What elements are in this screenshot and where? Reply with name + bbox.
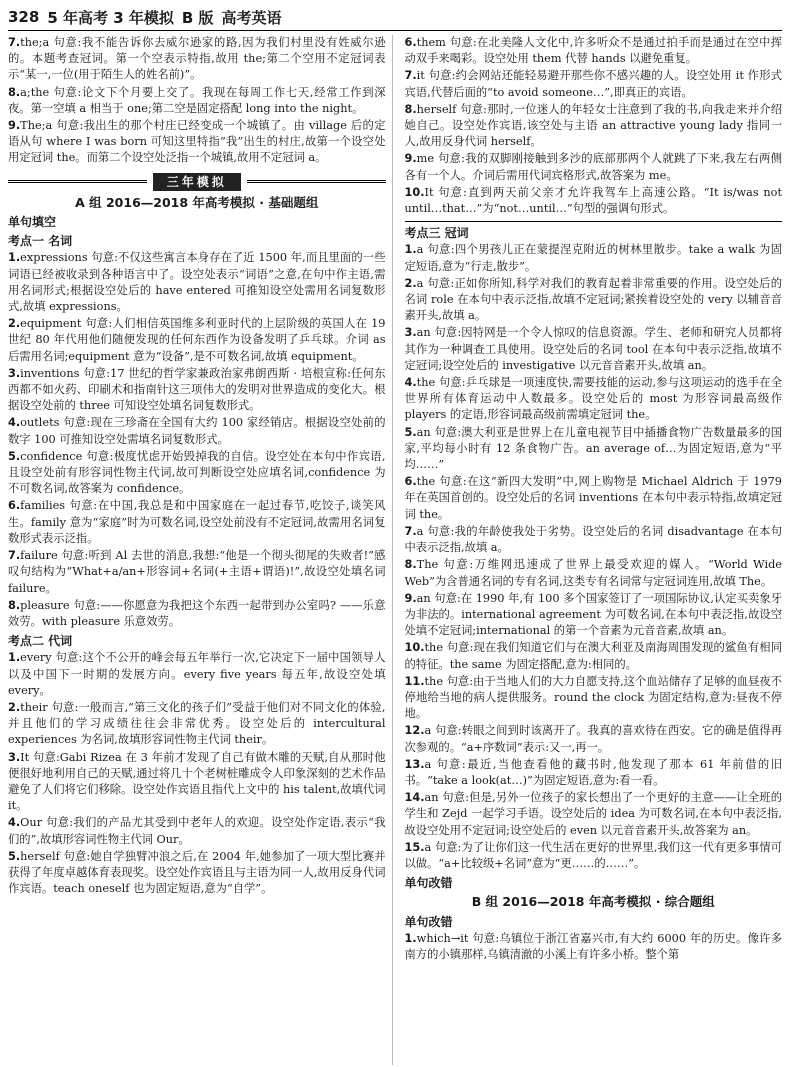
answer-item <box>405 151 783 183</box>
banner-line-left <box>8 180 147 183</box>
item-text: the 句意:在这“新四大发明”中,网上购物是 Michael Aldrich 于 1979 年在英国首创的。设空处后的名词 inventions 在本句中表示特指,故填定冠词 the。 <box>404 475 782 521</box>
item-number: 10. <box>404 185 425 199</box>
item-text: Our 句意:我们的产品尤其受到中老年人的欢迎。设空处作定语,表示“我们的”,故填形容词性物主代词 Our。 <box>8 816 386 846</box>
item-number: 1. <box>404 243 417 257</box>
item-number: 10. <box>404 641 425 655</box>
answer-item <box>405 68 783 100</box>
item-number: 4. <box>8 416 21 430</box>
item-number: 1. <box>8 651 21 665</box>
kaodian-articles-items <box>405 242 783 872</box>
right-column <box>405 35 783 1065</box>
right-top-items <box>405 35 783 217</box>
item-text: their 句意:一般而言,“第三文化的孩子们”受益于他们对不同文化的体验,并且他们的学习成绩往往会非常优秀。设空处后的 intercultural experiences 为名词,故填形容词性物主代词 their。 <box>8 700 386 747</box>
answer-item <box>8 35 386 84</box>
answer-item <box>8 449 386 498</box>
item-number: 2. <box>8 317 21 331</box>
left-column <box>8 35 393 1065</box>
item-number: 12. <box>404 724 425 738</box>
answer-item <box>405 557 783 589</box>
answer-item <box>405 640 783 672</box>
answer-item <box>405 242 783 274</box>
item-text: expressions 句意:不仅这些寓言本身存在了近 1500 年,而且里面的一些词语已经被收录到各种语言中了。设空处表示“词语”之意,在句中作主语,需用名词形式;根据设空处后的 have entered 可推知设空处需用名词复数形式,故填 expressions。 <box>8 251 386 314</box>
item-number: 5. <box>8 449 21 463</box>
answer-item <box>8 316 386 365</box>
item-number: 6. <box>404 475 417 489</box>
item-text: me 句意:我的双脚刚接触到多沙的底部那两个人就跳了下来,我左右两侧各有一个人。介词后需用代词宾格形式,故答案为 me。 <box>404 152 782 182</box>
answer-item <box>8 598 386 630</box>
section-title: 单句填空 <box>8 215 57 230</box>
answer-item <box>405 425 783 474</box>
answer-item <box>8 750 386 815</box>
page-header <box>8 4 782 31</box>
kaodian-pronouns-items <box>8 650 386 897</box>
item-number: 4. <box>404 376 417 390</box>
answer-item <box>405 102 783 151</box>
item-text: a 句意:我的年龄使我处于劣势。设空处后的名词 disadvantage 在本句中表示泛指,故填 a。 <box>404 524 782 555</box>
item-number: 15. <box>404 840 425 854</box>
section-revise: 单句改错 <box>404 876 453 891</box>
item-text: them 句意:在北美隆人文化中,许多听众不是通过拍手而是通过在空中挥动双手来喝彩。设空处用 them 代替 hands 以避免重复。 <box>404 36 782 66</box>
answer-item <box>8 700 386 749</box>
item-number: 14. <box>404 791 425 805</box>
item-text: an 句意:但是,另外一位孩子的家长想出了一个更好的主意——让全班的学生和 Zejd 一起学习手语。设空处后的 idea 为可数名词,在本句中表泛指,故设空处用不定冠词;设空处后的 even 以元音音素开头,故答案为 an。 <box>404 791 782 837</box>
item-number: 8. <box>404 558 417 572</box>
item-text: a 句意:为了让你们这一代生活在更好的世界里,我们这一代有更多事情可以做。“a+比较级+名词”意为“更……的……”。 <box>404 840 782 870</box>
item-number: 6. <box>8 499 21 513</box>
answer-item <box>8 366 386 415</box>
item-number: 8. <box>8 85 21 99</box>
answer-item <box>405 591 783 640</box>
item-number: 13. <box>404 757 425 771</box>
item-number: 1. <box>8 251 21 265</box>
item-number: 3. <box>404 326 417 340</box>
item-text: a 句意:正如你所知,科学对我们的教育起着非常重要的作用。设空处后的名词 role 在本句中表示泛指,故填不定冠词;紧挨着设空处的 very 以辅音音素开头,故填 a。 <box>404 276 782 323</box>
item-text: every 句意:这个不公开的峰会每五年举行一次,它决定下一届中国领导人以及中国下一时期的发展方向。every five years 每五年,故设空处填 every。 <box>8 651 386 697</box>
answer-item <box>405 375 783 424</box>
group-b-title: B 组 2016—2018 年高考模拟 · 综合题组 <box>471 894 715 910</box>
item-number: 2. <box>404 276 417 290</box>
subject: 高考英语 <box>221 8 282 27</box>
item-text: It 句意:直到两天前父亲才允许我驾车上高速公路。“It is/was not until…that…”为“not…until…”句型的强调句形式。 <box>404 185 782 216</box>
banner-tag: 三年模拟 <box>153 173 241 191</box>
item-text: the 句意:由于当地人们的大力自愿支持,这个血站储存了足够的血昼夜不停地给当地的病人提供服务。round the clock 为固定结构,意为:昼夜不停地。 <box>404 674 782 721</box>
answer-item <box>405 757 783 789</box>
item-number: 9. <box>404 152 417 166</box>
answer-item <box>405 325 783 374</box>
kaodian-nouns: 考点一 名词 <box>8 234 73 249</box>
item-text: which→it 句意:乌镇位于浙江省嘉兴市,有大约 6000 年的历史。像许多南方的小镇那样,乌镇清澈的小溪上有许多小桥。整个第 <box>404 931 782 961</box>
page-number: 328 <box>8 8 40 26</box>
item-number: 7. <box>8 549 21 563</box>
answer-item <box>405 931 783 963</box>
item-number: 6. <box>404 36 417 49</box>
item-text: it 句意:约会网站还能轻易避开那些你不感兴趣的人。设空处用 it 作形式宾语,代替后面的“to avoid someone…”,即真正的宾语。 <box>404 69 782 99</box>
item-number: 5. <box>8 849 21 863</box>
item-text: a 句意:转眼之间到时该离开了。我真的喜欢待在西安。它的确是值得再次参观的。“a+序数词”表示:又一,再一。 <box>404 724 782 754</box>
item-text: equipment 句意:人们相信英国维多利亚时代的上层阶级的英国人在 19 世纪 80 年代用他们随便发现的任何东西作为设备发明了乒乓球。介词 as 后需用名词;equipment 意为“设备”,是不可数名词,故填 equipment。 <box>8 317 386 363</box>
answer-item <box>8 815 386 847</box>
item-text: The 句意:万维网迅速成了世界上最受欢迎的媒人。“World Wide Web”为含普通名词的专有名词,这类专有名词常与定冠词连用,故填 The。 <box>404 558 782 588</box>
item-number: 11. <box>404 674 425 688</box>
item-number: 9. <box>404 591 417 605</box>
answer-item <box>8 498 386 547</box>
edition: B 版 <box>181 8 214 27</box>
item-number: 2. <box>8 700 21 714</box>
item-number: 9. <box>8 119 21 133</box>
answer-item <box>405 524 783 556</box>
item-text: The;a 句意:我出生的那个村庄已经变成一个城镇了。由 village 后的定语从句 where I was born 可知这里特指“我”出生的村庄,故第一个设空处用定冠词 the。而第二个设空处泛指一个城镇,故用不定冠词 a。 <box>8 119 386 165</box>
section-fill: 单句改错 <box>404 914 453 929</box>
item-text: herself 句意:她自学独臂冲浪之后,在 2004 年,她参加了一项大型比赛并获得了年度卓越体育表现奖。设空处作宾语且与主语为同一人,故用反身代词作宾语。teach oneself 也为固定短语,意为“自学”。 <box>8 849 386 896</box>
answer-item <box>8 548 386 597</box>
item-text: the 句意:现在我们知道它们与在澳大利亚及南海周围发现的鲨鱼有相同的特征。the same 为固定搭配,意为:相同的。 <box>404 641 782 671</box>
kaodian-articles: 考点三 冠词 <box>404 226 469 241</box>
item-text: It 句意:Gabi Rizea 在 3 年前才发现了自己有做木雕的天赋,自从那时他便很好地利用自己的天赋,通过将几十个老树桩雕成令人印象深刻的艺术作品避免了人们将它们移除。设空处作宾语且指代上文中的 his talent,故填代词 it。 <box>8 750 386 813</box>
item-text: an 句意:澳大利亚是世界上在儿童电视节目中插播食物广告数量最多的国家,平均每小时有 12 条食物广告。an average of…为固定短语,意为“平均……” <box>404 425 782 472</box>
columns <box>8 35 782 1065</box>
item-number: 7. <box>8 36 21 49</box>
group-b-items <box>405 931 783 963</box>
item-text: failure 句意:听到 Al 去世的消息,我想:“他是一个彻头彻尾的失败者!”感叹句结构为“What+a/an+形容词+名词(+主语+谓语)!”,故设空处填名词 failure。 <box>8 549 386 595</box>
item-text: the 句意:乒乓球是一项速度快,需要技能的运动,参与这项运动的选手在全世界所有体育运动中人数最多。设空处后的 most 为形容词最高级作 players 的定语,形容词最高级前需填定冠词 the。 <box>404 376 782 422</box>
item-number: 7. <box>404 69 417 83</box>
three-year-banner <box>8 173 386 191</box>
answer-item <box>405 840 783 872</box>
item-number: 4. <box>8 816 21 830</box>
answer-item <box>8 415 386 447</box>
item-text: pleasure 句意:——你愿意为我把这个东西一起带到办公室吗? ——乐意效劳。with pleasure 乐意效劳。 <box>8 598 386 628</box>
item-text: families 句意:在中国,我总是和中国家庭在一起过春节,吃饺子,谈笑风生。family 意为“家庭”时为可数名词,设空处前没有不定冠词,故需用名词复数形式表示泛指。 <box>8 499 386 545</box>
item-text: an 句意:因特网是一个令人惊叹的信息资源。学生、老师和研究人员都将其作为一种调查工具使用。设空处后的名词 tool 在本句中表示泛指,故填不定冠词;设空处后的 investigative 以元音音素开头,故填 an。 <box>404 326 782 372</box>
answer-item <box>8 849 386 898</box>
left-top-items <box>8 35 386 167</box>
item-text: herself 句意:那时,一位迷人的年轻女士注意到了我的书,向我走来并介绍她自己。设空处作宾语,该空处与主语 an attractive young lady 指同一人,故用反身代词 herself。 <box>404 102 782 149</box>
book-title: 5 年高考 3 年模拟 <box>47 8 174 27</box>
answer-item <box>8 650 386 699</box>
item-text: a 句意:最近,当他查看他的藏书时,他发现了那本 61 年前借的旧书。“take a look(at…)”为固定短语,意为:看一看。 <box>404 757 782 787</box>
item-text: a 句意:四个男孩儿正在蒙提涅克附近的树林里散步。take a walk 为固定短语,意为“行走,散步”。 <box>404 243 782 273</box>
item-text: confidence 句意:极度忧虑开始毁掉我的自信。设空处在本句中作宾语,且设空处前有形容词性物主代词,故可判断设空处应填名词,confidence 为不可数名词,故答案为 confidence。 <box>8 449 386 496</box>
item-number: 5. <box>404 425 417 439</box>
item-text: an 句意:在 1990 年,有 100 多个国家签订了一项国际协议,认定买卖象牙为非法的。international agreement 为可数名词,在本句中表泛指,故设空处填不定冠词;international 的第一个音素为元音音素,故填 an。 <box>404 591 782 638</box>
answer-item <box>405 723 783 755</box>
answer-item <box>8 250 386 315</box>
answer-item <box>405 674 783 723</box>
item-number: 7. <box>404 524 417 538</box>
item-text: a;the 句意:论文下个月要上交了。我现在每周工作七天,经常工作到深夜。第一空填 a 相当于 one;第二空是固定搭配 long into the night。 <box>8 85 386 115</box>
group-a-title: A 组 2016—2018 年高考模拟 · 基础题组 <box>75 194 319 210</box>
answer-item <box>8 85 386 117</box>
item-number: 1. <box>404 931 417 945</box>
answer-item <box>8 118 386 167</box>
item-text: outlets 句意:现在三珍斋在全国有大约 100 家经销店。根据设空处前的数字 100 可推知设空处需填名词复数形式。 <box>8 416 386 446</box>
item-number: 3. <box>8 366 21 380</box>
item-number: 8. <box>8 598 21 612</box>
item-text: the;a 句意:我不能告诉你去威尔逊家的路,因为我们村里没有姓威尔逊的。本题考查冠词。第一个空表示特指,故用 the;第二个空用不定冠词表示“某一,一位(用于陌生人的姓名前)”。 <box>8 36 386 82</box>
item-text: inventions 句意:17 世纪的哲学家兼政治家弗朗西斯 · 培根宣称:任何东西都不如火药、印刷术和指南针这三项伟大的发明对世界造成的变化大。根据设空处前的 three 可知设空处填名词复数形式。 <box>8 366 386 413</box>
divider <box>405 221 783 222</box>
kaodian-nouns-items <box>8 250 386 630</box>
answer-item <box>405 276 783 325</box>
answer-item <box>405 474 783 523</box>
answer-item <box>405 185 783 217</box>
answer-item <box>405 35 783 67</box>
item-number: 3. <box>8 750 21 764</box>
item-number: 8. <box>404 102 417 116</box>
kaodian-pronouns: 考点二 代词 <box>8 634 73 649</box>
banner-line-right <box>247 180 386 183</box>
answer-item <box>405 790 783 839</box>
